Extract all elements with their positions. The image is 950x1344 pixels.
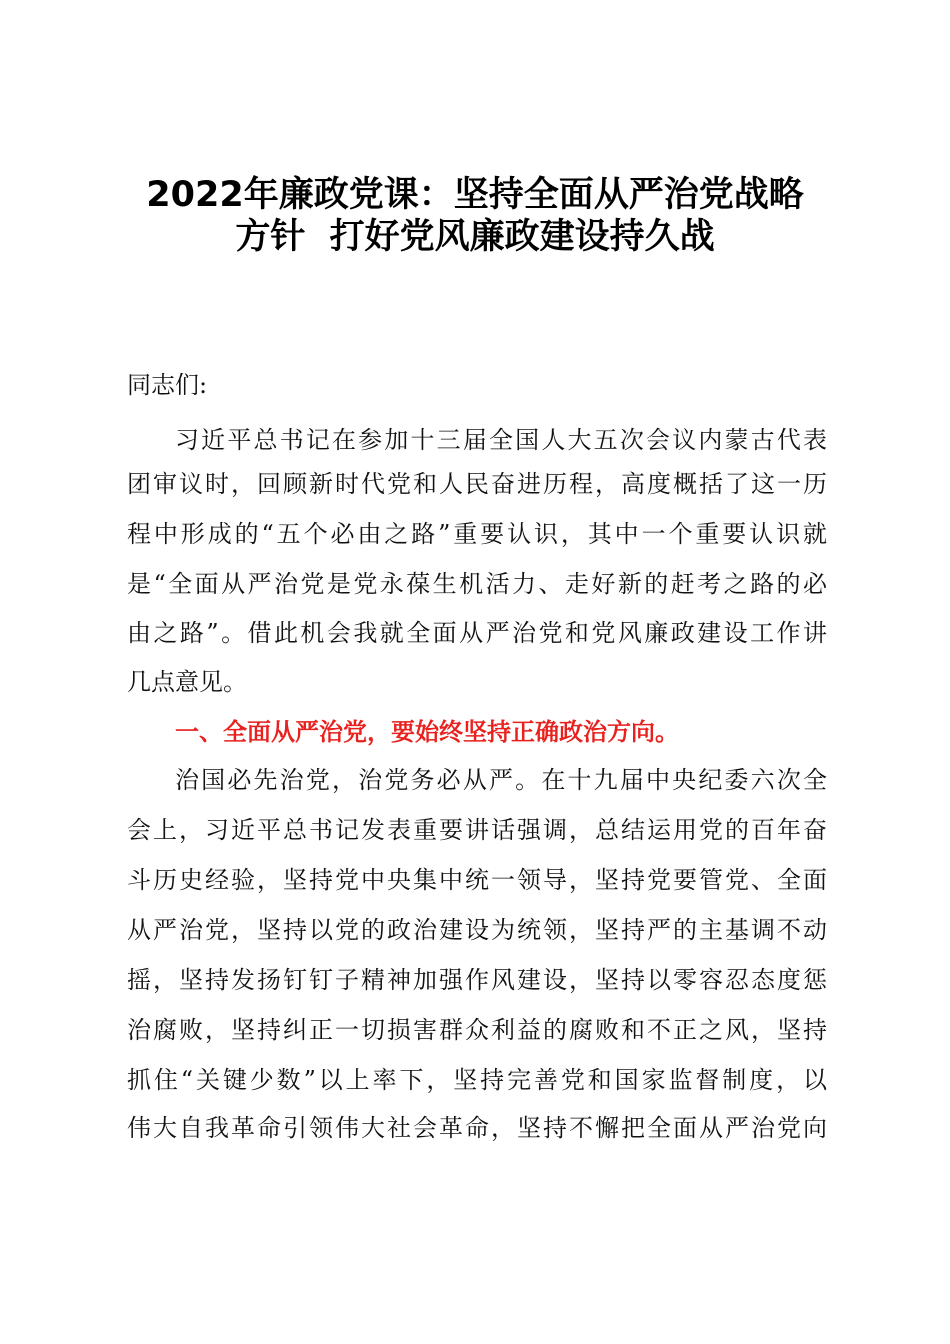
- salutation: 同志们:: [127, 371, 208, 399]
- paragraph-2-line: 斗历史经验，坚持党中央集中统一领导，坚持党要管党、全面: [127, 866, 827, 894]
- paragraph-1-line: 习近平总书记在参加十三届全国人大五次会议内蒙古代表: [175, 426, 827, 454]
- paragraph-2-line: 治国必先治党，治党务必从严。在十九届中央纪委六次全: [175, 766, 827, 794]
- paragraph-2-line: 治腐败，坚持纠正一切损害群众利益的腐败和不正之风，坚持: [127, 1016, 827, 1044]
- paragraph-2-line: 从严治党，坚持以党的政治建设为统领，坚持严的主基调不动: [127, 916, 827, 944]
- section-heading-1: 一、全面从严治党，要始终坚持正确政治方向。: [175, 718, 679, 746]
- paragraph-2-line: 抓住“关键少数”以上率下，坚持完善党和国家监督制度，以: [127, 1066, 827, 1094]
- paragraph-1-line: 由之路”。借此机会我就全面从严治党和党风廉政建设工作讲: [127, 619, 827, 647]
- document-title-line-1: 2022年廉政党课：坚持全面从严治党战略: [146, 175, 804, 215]
- paragraph-1-line: 几点意见。: [127, 668, 247, 696]
- paragraph-1-line: 程中形成的“五个必由之路”重要认识，其中一个重要认识就: [127, 520, 827, 548]
- paragraph-1-line: 团审议时，回顾新时代党和人民奋进历程，高度概括了这一历: [127, 470, 827, 498]
- document-title-line-2: 方针 打好党风廉政建设持久战: [235, 217, 715, 257]
- paragraph-2-line: 摇，坚持发扬钉钉子精神加强作风建设，坚持以零容忍态度惩: [127, 966, 827, 994]
- paragraph-1-line: 是“全面从严治党是党永葆生机活力、走好新的赶考之路的必: [127, 570, 827, 598]
- paragraph-2-line: 会上，习近平总书记发表重要讲话强调，总结运用党的百年奋: [127, 816, 827, 844]
- paragraph-2-line: 伟大自我革命引领伟大社会革命，坚持不懈把全面从严治党向: [127, 1114, 827, 1142]
